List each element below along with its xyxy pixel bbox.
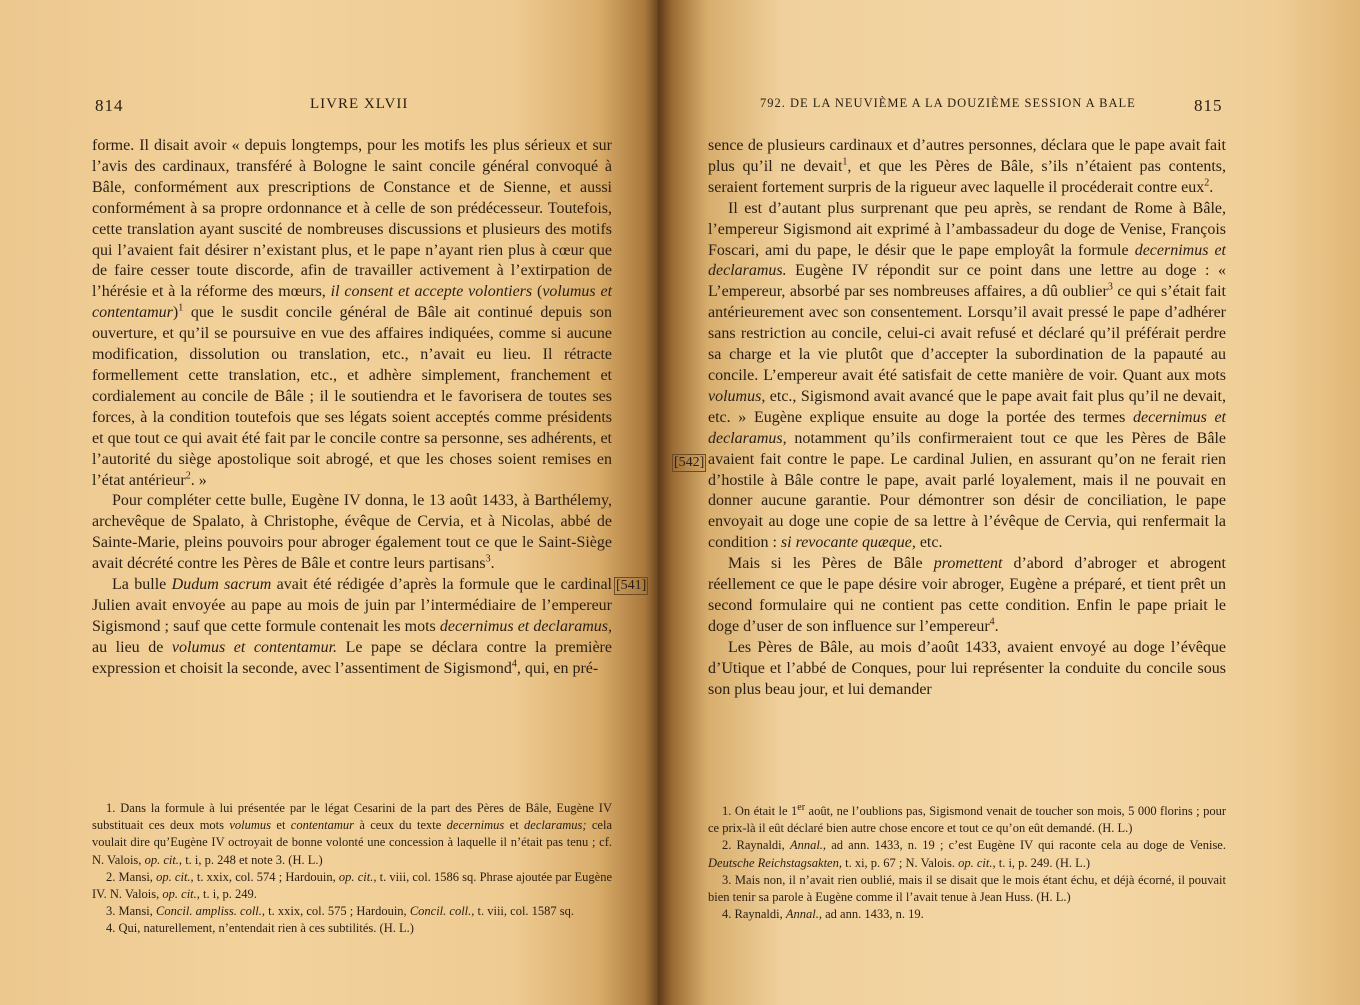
left-body-text: [92, 136, 612, 680]
footnote: 3. Mansi, Concil. ampliss. coll., t. xxix, col. 575 ; Hardouin, Concil. coll., t. viii, col. 1587 sq.: [106, 904, 575, 919]
footnote: 4. Raynaldi, Annal., ad ann. 1433, n. 19.: [722, 907, 924, 922]
left-paragraph: forme. Il disait avoir « depuis longtemps, pour les motifs les plus sérieux et sur l’avis des cardinaux, transféré à Bologne le saint concile général convoqué à Bâle, conformément aux prescriptions de Constance et de Sienne, et aussi conformément à sa propre ordonnance et à celle de son prédécesseur. Toutefois, cette translation ayant suscité de nombreuses discussions et plusieurs des motifs qui l’avaient fait désirer n’existant plus, et le pape n’ayant rien plus à cœur que de faire cesser toute discorde, afin de travailler activement à l’extirpation de l’hérésie et à la réforme des mœurs, il consent et accepte volontiers (volumus et contentamur)$^1$ que le susdit concile général de Bâle ait continué depuis son ouverture, et qu’il se poursuive en vue des affaires indiquées, comme si aucune modification, dissolution ou translation, etc., n’avait eu lieu. Il rétracte formellement cette translation, etc., et adhère simplement, franchement et cordialement au concile de Bâle ; il le soutiendra et le favorisera de toutes ses forces, à la condition toutefois que ses légats soient acceptés comme présidents et que tout ce qui avait été fait par le concile contre sa personne, ses adhérents, et l’autorité du siège apostolique soit abrogé, et que les choses soient remises en l’état antérieur$^2$. »: [92, 137, 613, 489]
left-page-number: 814: [95, 96, 124, 115]
right-footnotes: [708, 803, 1226, 923]
footnote: 2. Mansi, op. cit., t. xxix, col. 574 ; Hardouin, op. cit., t. viii, col. 1586 sq. Phrase ajoutée par Eugène IV. N. Valois, op. cit., t. i, p. 249.: [92, 869, 613, 902]
right-running-head: 792. DE LA NEUVIÈME A LA DOUZIÈME SESSION A BALE: [760, 96, 1136, 110]
right-paragraph: Il est d’autant plus surprenant que peu après, se rendant de Rome à Bâle, l’empereur Sigismond ait exprimé à l’ambassadeur du doge de Venise, François Foscari, ami du pape, le désir que le pape employât la formule decernimus et declaramus. Eugène IV répondit sur ce point dans une lettre au doge : « L’empereur, absorbé par ses nombreuses affaires, a dû oublier$^3$ ce qui s’était fait antérieurement avec son consentement. Lorsqu’il avait pressé le pape d’adhérer sans restriction au concile, celui-ci avait refusé et déclaré qu’il préférait perdre sa charge et la vie plutôt que d’accepter la subordination de la papauté au concile. L’empereur avait été satisfait de cette manière de voir. Quant aux mots volumus, etc., Sigismond avait avancé que le pape avait fait plus qu’il ne devait, etc. » Eugène explique ensuite au doge la portée des termes decernimus et declaramus, notamment qu’ils confirmeraient tout ce que les Pères de Bâle avaient fait contre le pape. Le cardinal Julien, en assurant qu’on ne ferait rien d’hostile à Bâle contre le pape, avait parlé loyalement, mais il ne pouvait en donner aucune garantie. Pour démontrer son désir de conciliation, le pape envoyait au doge une copie de sa lettre à l’évêque de Cervia, qui renfermait la condition : si revocante quæque, etc.: [708, 199, 1227, 552]
right-margin-reference: [542]: [674, 455, 705, 470]
footnote: 4. Qui, naturellement, n’entendait rien à ces subtilités. (H. L.): [106, 921, 414, 936]
right-page: [658, 0, 1360, 1005]
right-paragraph: sence de plusieurs cardinaux et d’autres personnes, déclara que le pape avait fait plus qu’il ne devait$^1$, et que les Pères de Bâle, s’ils n’étaient pas contents, seraient fortement surpris de la rigueur avec laquelle il procéderait contre eux$^2$.: [708, 137, 1226, 196]
right-paragraph: Mais si les Pères de Bâle promettent d’abord d’abroger et abrogent réellement ce que le pape désire voir abroger, Eugène a préparé, et tient prêt un second formulaire qui ne contient pas cette condition. Enfin le pape priait le doge d’user de son influence sur l’empereur$^4$.: [708, 555, 1226, 635]
right-page-number: 815: [1194, 96, 1223, 115]
left-page: [0, 0, 658, 1005]
footnote: 1. On était le 1er août, ne l’oublions pas, Sigismond venait de toucher son mois, 5 000 florins ; pour ce prix-là il eût déclaré bien autre chose encore et tout ce qu’on eût demandé. (H. L.): [708, 801, 1226, 836]
left-footnotes: [92, 800, 612, 938]
footnote: 1. Dans la formule à lui présentée par le légat Cesarini de la part des Pères de Bâle, Eugène IV substituait ces deux mots volumus et contentamur à ceux du texte decernimus et declaramus; cela voulait dire qu’Eugène IV octroyait de bonne volonté une concession à laquelle il n’était pas tenu ; cf. N. Valois, op. cit., t. i, p. 248 et note 3. (H. L.): [92, 801, 612, 867]
left-paragraph: La bulle Dudum sacrum avait été rédigée d’après la formule que le cardinal Julien avait envoyée au pape au mois de juin par l’intermédiaire de l’empereur Sigismond ; sauf que cette formule contenait les mots decernimus et declaramus, au lieu de volumus et contentamur. Le pape se déclara contre la première expression et choisit la seconde, avec l’assentiment de Sigismond$^4$, qui, en pré-: [92, 576, 612, 677]
footnote: 2. Raynaldi, Annal., ad ann. 1433, n. 19 ; c’est Eugène IV qui raconte cela au doge de Venise. Deutsche Reichstagsakten, t. xi, p. 67 ; N. Valois. op. cit., t. i, p. 249. (H. L.): [708, 838, 1226, 870]
right-body-text: [708, 136, 1226, 700]
left-paragraph: Pour compléter cette bulle, Eugène IV donna, le 13 août 1433, à Barthélemy, archevêque de Spalato, à Christophe, évêque de Cervia, et à Nicolas, abbé de Sainte-Marie, pleins pouvoirs pour abroger également tout ce que le Saint-Siège avait décrété contre les Pères de Bâle et contre leurs partisans$^3$.: [92, 492, 612, 573]
left-running-head: LIVRE XLVII: [310, 96, 409, 112]
footnote: 3. Mais non, il n’avait rien oublié, mais il se disait que le mois étant échu, et déjà écorné, il pouvait bien tenir sa parole à Eugène comme il l’avait tenue à Jean Huss. (H. L.): [708, 872, 1226, 905]
right-paragraph: Les Pères de Bâle, au mois d’août 1433, avaient envoyé au doge l’évêque d’Utique et l’abbé de Conques, pour lui représenter la conduite du concile sous son plus beau jour, et lui demander: [708, 638, 1226, 698]
left-margin-reference: [541]: [616, 578, 647, 593]
